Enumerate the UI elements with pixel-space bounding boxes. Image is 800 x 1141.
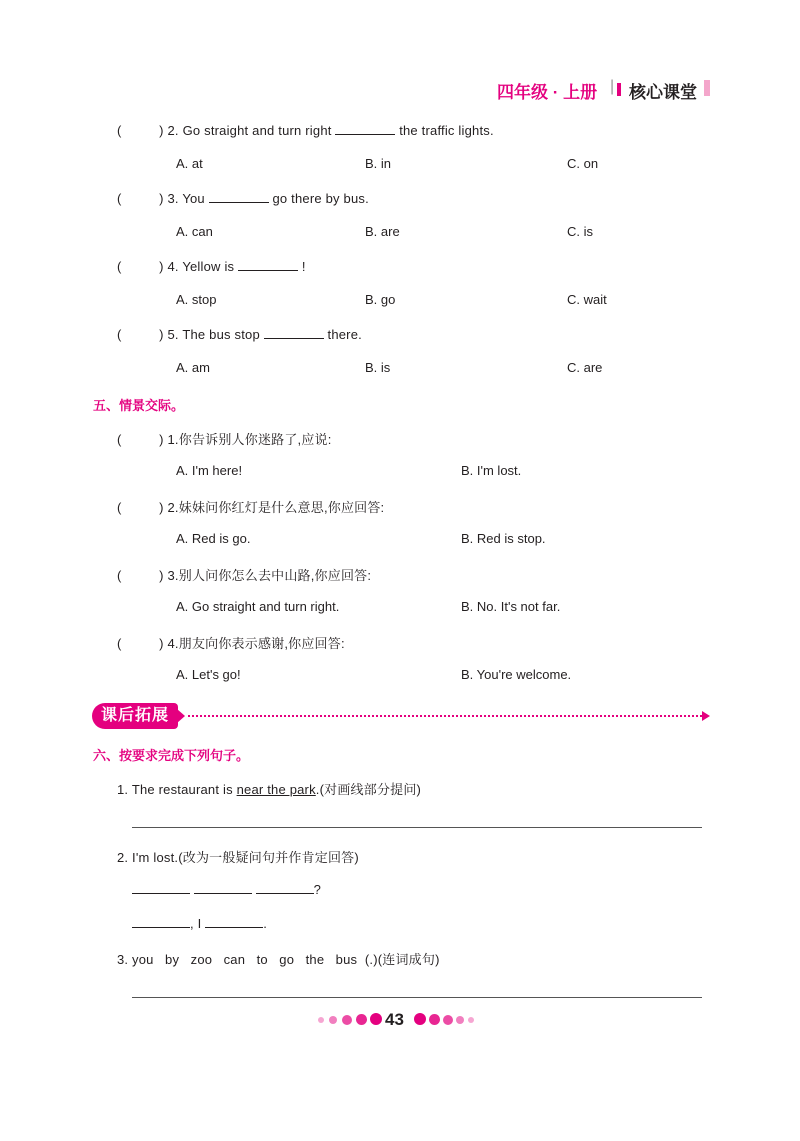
- answer-paren-open: (: [117, 636, 122, 651]
- answer-paren-open: (: [117, 432, 122, 447]
- fill-blank[interactable]: [209, 190, 269, 203]
- fill-blank[interactable]: [264, 326, 324, 339]
- option-a[interactable]: A. Go straight and turn right.: [176, 599, 340, 614]
- option-a[interactable]: A. I'm here!: [176, 463, 243, 478]
- answer-paren-open: (: [117, 568, 122, 583]
- question-row: [117, 326, 362, 342]
- footer-dot: [456, 1016, 464, 1024]
- underlined-phrase: near the park: [236, 782, 316, 797]
- header-tab-mark: [704, 80, 710, 96]
- option-a[interactable]: A. am: [176, 360, 210, 375]
- question-number: 4.: [167, 259, 179, 274]
- question-text: Yellow is: [182, 259, 235, 274]
- footer-dot: [468, 1017, 474, 1023]
- question-row: [117, 633, 345, 652]
- option-a[interactable]: A. at: [176, 156, 203, 171]
- fill-blank[interactable]: [194, 881, 252, 894]
- exercise-2: 2. I'm lost.(改为一般疑问句并作肯定回答): [117, 850, 359, 865]
- option-b[interactable]: B. in: [365, 156, 392, 171]
- option-b[interactable]: B. are: [365, 224, 400, 239]
- question-text: 4.朋友向你表示感谢,你应回答:: [167, 636, 345, 651]
- answer-paren-open: (: [117, 327, 122, 342]
- banner-dotted-line: [188, 715, 702, 717]
- footer-dot: [370, 1013, 382, 1025]
- option-c[interactable]: C. on: [567, 156, 599, 171]
- header-grade: 四年级 · 上册: [497, 83, 598, 102]
- question-text: Go straight and turn right: [182, 123, 332, 138]
- banner-arrow-icon: [702, 711, 710, 721]
- answer-paren-close: ): [159, 432, 164, 447]
- page-number: 43: [385, 1010, 404, 1029]
- option-a[interactable]: A. Red is go.: [176, 531, 251, 546]
- question-text-after: there.: [327, 327, 362, 342]
- answer-paren-close: ): [159, 568, 164, 583]
- fill-blank[interactable]: [256, 881, 314, 894]
- fill-blank[interactable]: [205, 915, 263, 928]
- answer-period: .: [263, 916, 268, 931]
- section6-title: 六、按要求完成下列句子。: [93, 748, 250, 763]
- answer-paren-close: ): [159, 259, 164, 274]
- option-b[interactable]: B. You're welcome.: [461, 667, 572, 682]
- exercise-1: [117, 779, 421, 798]
- header-separator: |: [610, 78, 615, 95]
- exercise-1-suffix: .(对画线部分提问): [315, 782, 422, 797]
- header-title: 核心课堂: [629, 83, 697, 102]
- question-text: 1.你告诉别人你迷路了,应说:: [167, 432, 332, 447]
- fill-blank[interactable]: [238, 258, 298, 271]
- footer-dot: [329, 1016, 337, 1024]
- answer-paren-close: ): [159, 327, 164, 342]
- question-number: 3.: [167, 191, 179, 206]
- answer-paren-close: ): [159, 191, 164, 206]
- answer-paren-open: (: [117, 500, 122, 515]
- answer-line[interactable]: [132, 997, 702, 998]
- option-b[interactable]: B. No. It's not far.: [461, 599, 561, 614]
- question-text: You: [182, 191, 205, 206]
- option-a[interactable]: A. stop: [176, 292, 217, 307]
- header-marker: [617, 83, 621, 96]
- option-c[interactable]: C. wait: [567, 292, 607, 307]
- option-c[interactable]: C. is: [567, 224, 593, 239]
- exercise-3: 3. you by zoo can to go the bus (.)(连词成句): [117, 952, 440, 967]
- answer-paren-open: (: [117, 191, 122, 206]
- option-b[interactable]: B. is: [365, 360, 391, 375]
- question-row: [117, 122, 494, 138]
- answer-line[interactable]: [132, 827, 702, 828]
- option-c[interactable]: C. are: [567, 360, 603, 375]
- question-number: 5.: [167, 327, 179, 342]
- fill-blank[interactable]: [132, 881, 190, 894]
- question-number: 2.: [167, 123, 179, 138]
- option-a[interactable]: A. Let's go!: [176, 667, 241, 682]
- footer-dot: [429, 1014, 440, 1025]
- footer-dot: [443, 1015, 453, 1025]
- answer-paren-open: (: [117, 123, 122, 138]
- question-row: [117, 497, 384, 516]
- footer-dot: [342, 1015, 352, 1025]
- question-row: [117, 190, 369, 206]
- option-b[interactable]: B. Red is stop.: [461, 531, 546, 546]
- question-text: 3.别人问你怎么去中山路,你应回答:: [167, 568, 372, 583]
- footer-dot: [414, 1013, 426, 1025]
- answer-paren-close: ): [159, 636, 164, 651]
- answer-paren-close: ): [159, 123, 164, 138]
- section5-title: 五、情景交际。: [93, 398, 185, 413]
- answer-paren-open: (: [117, 259, 122, 274]
- question-text-after: !: [301, 259, 306, 274]
- extension-banner: 课后拓展: [92, 703, 178, 729]
- option-b[interactable]: B. go: [365, 292, 396, 307]
- fill-blank[interactable]: [335, 122, 395, 135]
- question-row: [117, 429, 332, 448]
- option-a[interactable]: A. can: [176, 224, 213, 239]
- question-text: The bus stop: [182, 327, 260, 342]
- answer-comma-i: , I: [190, 916, 202, 931]
- exercise-2-line2: [132, 915, 267, 931]
- fill-blank[interactable]: [132, 915, 190, 928]
- option-b[interactable]: B. I'm lost.: [461, 463, 522, 478]
- question-row: [117, 565, 371, 584]
- footer-dot: [318, 1017, 324, 1023]
- exercise-2-line1: [132, 881, 321, 897]
- exercise-1-prefix: 1. The restaurant is: [117, 782, 237, 797]
- banner-tip: [177, 709, 185, 723]
- question-text: 2.妹妹问你红灯是什么意思,你应回答:: [167, 500, 385, 515]
- answer-paren-close: ): [159, 500, 164, 515]
- question-row: [117, 258, 306, 274]
- question-text-after: the traffic lights.: [399, 123, 494, 138]
- footer-dot: [356, 1014, 367, 1025]
- question-mark: ?: [313, 882, 322, 897]
- question-text-after: go there by bus.: [272, 191, 369, 206]
